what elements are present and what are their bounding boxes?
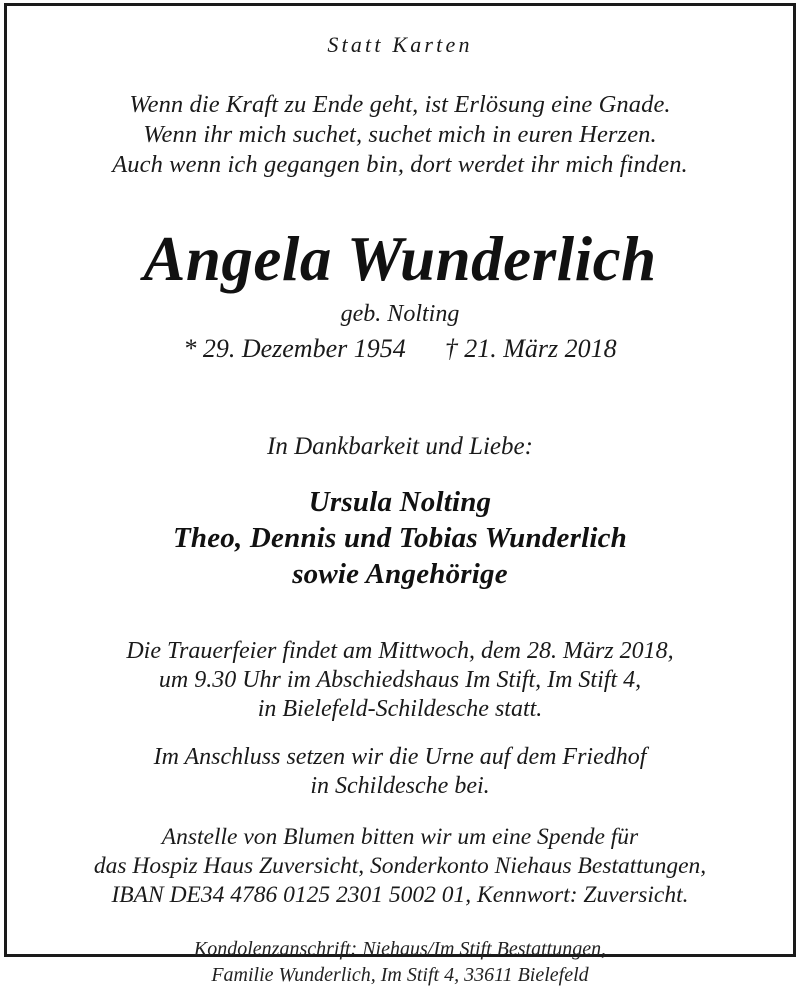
survivor-line-3: sowie Angehörige <box>292 558 508 591</box>
survivor-line-2: Theo, Dennis und Tobias Wunderlich <box>172 522 628 555</box>
donation-line-2: das Hospiz Haus Zuversicht, Sonderkonto Niehaus Bestattungen, <box>93 853 707 880</box>
death-date: 21. März 2018 <box>464 334 617 364</box>
condolence-line-1: Kondolenzanschrift: Niehaus/Im Stift Bestattungen, <box>193 938 607 961</box>
condolence-address <box>4 910 796 988</box>
service-line-3: in Bielefeld-Schildesche statt. <box>257 696 543 723</box>
burial-line-2: in Schildesche bei. <box>310 773 490 800</box>
deceased-life-dates <box>4 328 796 364</box>
donation-iban-line: IBAN DE34 4786 0125 2301 5002 01, Kennwort: Zuversicht. <box>111 882 689 909</box>
statt-karten-heading: Statt Karten <box>327 32 473 57</box>
verse-line-3: Auch wenn ich gegangen bin, dort werdet ihr mich finden. <box>112 151 688 179</box>
service-line-2: um 9.30 Uhr im Abschiedshaus Im Stift, Im Stift 4, <box>158 667 642 694</box>
burial-line-1: Im Anschluss setzen wir die Urne auf dem Friedhof <box>153 744 647 771</box>
survivor-line-1: Ursula Nolting <box>308 486 492 519</box>
donation-line-1: Anstelle von Blumen bitten wir um eine Spende für <box>161 824 639 851</box>
verse-line-2: Wenn ihr mich suchet, suchet mich in euren Herzen. <box>143 121 657 149</box>
deceased-name: Angela Wunderlich <box>143 224 657 295</box>
notice-content <box>4 3 796 987</box>
burial-details <box>4 724 796 801</box>
deceased-maiden-name: geb. Nolting <box>340 301 460 328</box>
donation-request <box>4 801 796 910</box>
gratitude-intro: In Dankbarkeit und Liebe: <box>267 433 533 461</box>
condolence-line-2: Familie Wunderlich, Im Stift 4, 33611 Bielefeld <box>211 964 589 987</box>
verse-line-1: Wenn die Kraft zu Ende geht, ist Erlösung eine Gnade. <box>129 91 671 119</box>
service-line-1: Die Trauerfeier findet am Mittwoch, dem 28. März 2018, <box>126 638 674 665</box>
birth-symbol: * <box>183 334 197 364</box>
death-symbol: † <box>444 334 458 364</box>
funeral-service-details <box>4 592 796 724</box>
birth-date: 29. Dezember 1954 <box>202 334 406 364</box>
memorial-verse <box>4 57 796 180</box>
survivors-list <box>4 462 796 592</box>
